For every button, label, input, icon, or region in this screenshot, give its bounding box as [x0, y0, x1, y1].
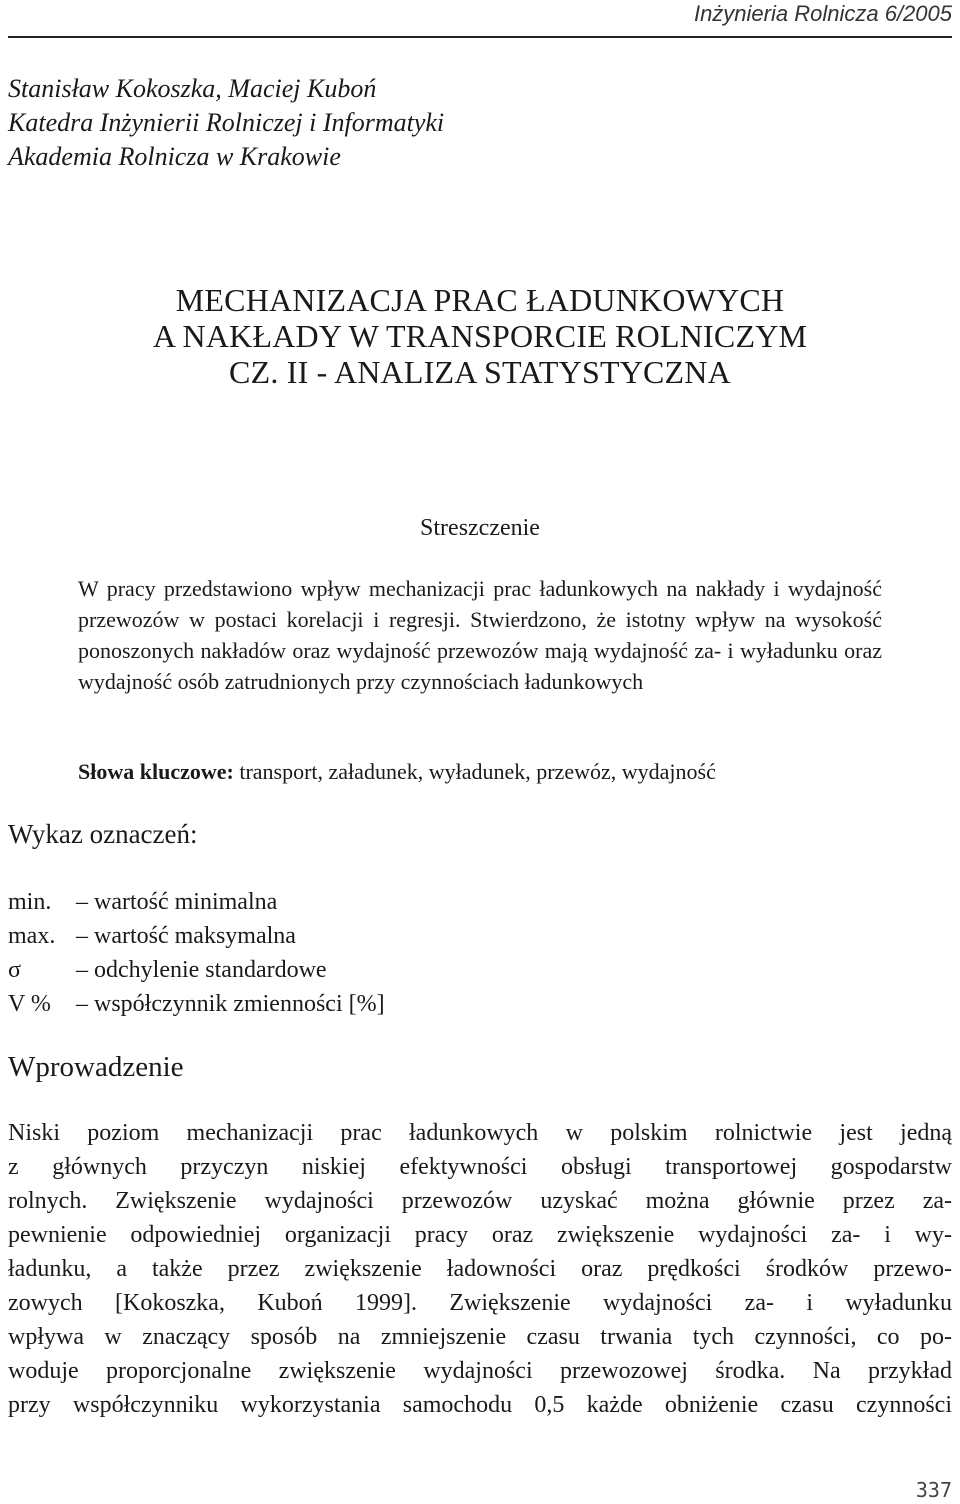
notation-definition: – wartość minimalna	[76, 889, 278, 915]
notation-term: min.	[8, 889, 52, 915]
page-number: 337	[915, 1478, 952, 1502]
notation-definition: – odchylenie standardowe	[76, 957, 327, 983]
introduction-body	[8, 1116, 952, 1422]
abstract-heading: Streszczenie	[420, 515, 540, 541]
notation-term: max.	[8, 923, 56, 949]
body-line: z głównych przyczyn niskiej efektywności obsługi transportowej gospodarstw	[8, 1154, 952, 1180]
body-line: rolnych. Zwiększenie wydajności przewozów uzyskać można głównie przez za-	[8, 1188, 952, 1214]
author-institution: Akademia Rolnicza w Krakowie	[8, 142, 341, 171]
body-line: przy współczynniku wykorzystania samochodu 0,5 każde obniżenie czasu czynności	[8, 1392, 952, 1418]
body-line: woduje proporcjonalne zwiększenie wydajności przewozowej środka. Na przykład	[8, 1358, 952, 1384]
author-block	[8, 72, 444, 174]
notation-definition: – wartość maksymalna	[76, 923, 296, 949]
title-line-1: MECHANIZACJA PRAC ŁADUNKOWYCH	[175, 282, 785, 318]
keywords	[78, 757, 716, 787]
keywords-list: transport, załadunek, wyładunek, przewóz, wydajność	[233, 759, 716, 784]
body-line: pewnienie odpowiedniej organizacji pracy oraz zwiększenie wydajności za- i wy-	[8, 1222, 952, 1248]
notation-term: V %	[8, 991, 51, 1017]
notation-definition: – współczynnik zmienności [%]	[76, 991, 385, 1017]
abstract-body	[78, 573, 882, 697]
notation-term: σ	[8, 957, 21, 983]
notation-heading: Wykaz oznaczeń:	[8, 819, 198, 849]
title-line-3: CZ. II - ANALIZA STATYSTYCZNA	[229, 354, 731, 390]
body-line: Niski poziom mechanizacji prac ładunkowych w polskim rolnictwie jest jedną	[8, 1120, 952, 1146]
paper-title	[0, 282, 960, 390]
author-names: Stanisław Kokoszka, Maciej Kuboń	[8, 74, 377, 103]
author-department: Katedra Inżynierii Rolniczej i Informatyki	[8, 108, 445, 137]
header-rule	[8, 36, 952, 38]
body-line: wpływa w znaczący sposób na zmniejszenie czasu trwania tych czynności, co po-	[8, 1324, 952, 1350]
keywords-label: Słowa kluczowe:	[78, 759, 234, 784]
section-heading-introduction: Wprowadzenie	[8, 1051, 184, 1083]
journal-header: Inżynieria Rolnicza 6/2005	[693, 1, 952, 26]
abstract-text: W pracy przedstawiono wpływ mechanizacji prac ładunkowych na nakłady i wydajność przewozów w postaci korelacji i regresji. Stwierdzono, że istotny wpływ na wysokość ponoszonych nakładów oraz wydajność przewozów mają wydajność za- i wyładunku oraz wydajność osób zatrudnionych przy czynnościach ładunkowych	[78, 576, 882, 694]
body-line: zowych [Kokoszka, Kuboń 1999]. Zwiększenie wydajności za- i wyładunku	[8, 1290, 952, 1316]
body-line: ładunku, a także przez zwiększenie ładowności oraz prędkości środków przewo-	[8, 1256, 952, 1282]
title-line-2: A NAKŁADY W TRANSPORCIE ROLNICZYM	[152, 318, 808, 354]
